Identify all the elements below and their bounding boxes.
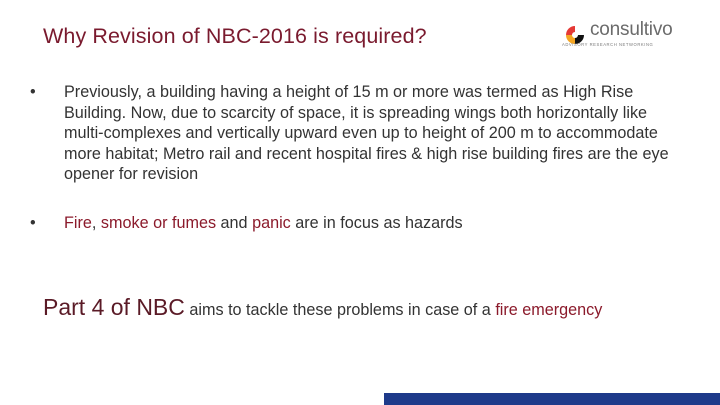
footer-bar: [384, 393, 720, 405]
bullet-marker: •: [30, 213, 36, 232]
hazard-smoke: smoke or fumes: [100, 213, 217, 232]
slide-title: Why Revision of NBC-2016 is required?: [43, 24, 427, 48]
bullet-item-hazards: [26, 213, 686, 234]
bullet-text: are in focus as hazards: [290, 213, 463, 232]
bullet-text: ,: [91, 213, 101, 232]
hazard-fire: Fire: [64, 213, 92, 232]
closing-middle: aims to tackle these problems in case of a: [184, 301, 496, 319]
closing-emphasis: fire emergency: [495, 301, 603, 319]
logo-tagline: ADVISORY RESEARCH NETWORKING: [562, 42, 654, 47]
bullet-list: [26, 82, 686, 234]
bullet-text: and: [216, 213, 253, 232]
consultivo-logo: [562, 19, 692, 50]
bullet-item-history: [26, 82, 686, 185]
bullet-text: Previously, a building having a height of 15 m or more was termed as High Rise Building. Now, due to scarcity of space, it is spreading wings both horizontally like multi-complexes and vertically upward even up to height of 200 m to accommodate more habitat; Metro rail and recent hospital fires & high rise building fires are the eye opener for revision: [64, 83, 669, 184]
hazard-panic: panic: [252, 213, 291, 232]
logo-name: consultivo: [590, 19, 673, 40]
bullet-marker: •: [30, 83, 36, 101]
closing-statement: [43, 294, 602, 321]
closing-lead: Part 4 of NBC: [43, 294, 185, 320]
